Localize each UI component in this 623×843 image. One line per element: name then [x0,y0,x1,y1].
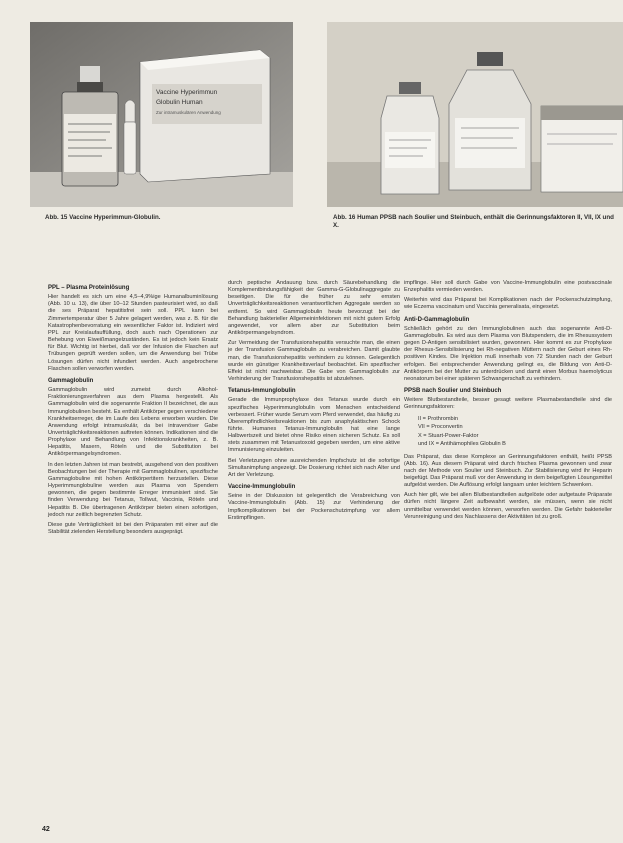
paragraph: Schließlich gehört zu den Immunglobulinen auch das sogenannte Anti-D-Gammaglobulin. Es wird aus dem Plasma von Blutspendern, die im Rhesussystem gegen D-Antigen sensibilisiert wurden, gewonnen. Hier kommt es zur Prophylaxe der Rhesus-Sensibilisierung bei Rh-negativen Müttern nach der Geburt eines Rh-positiven Kindes. Die Injektion muß innerhalb von 72 Stunden nach der Geburt erfolgen. Bei entsprechender Anwendung gelingt es, die Bildung von Anti-D-Antikörpern bei der Mutter zu unterdrücken und damit einen Morbus haemolyticus neonatorum bei einer späteren Schwangerschaft zu verhindern. [404,325,612,382]
factor-item: und IX = Antihämophiles Globulin B [418,441,506,447]
paragraph: Auch hier gilt, wie bei allen Blutbestandteilen aufgelöste oder aufgetaute Präparate dürfen nicht längere Zeit aufbewahrt werden, sie müssen, wenn sie nicht unmittelbar verwendet werden können, verworfen werden. Die Gefahr bakterieller Verunreinigung und des Nachlassens der Aktivitäten ist zu groß. [404,492,612,520]
box-label-3: Zur intramuskulären Anwendung [156,110,221,115]
caption-left: Abb. 15 Vaccine Hyperimmun-Globulin. [45,214,161,221]
vaccine-photo [30,22,293,207]
paragraph: Bei Verletzungen ohne ausreichenden Impfschutz ist die sofortige Simultanimpfung angezeigt. Die Dosierung richtet sich nach Alter und Art der Verletzung. [228,457,400,478]
paragraph: Gerade die Immunprophylaxe des Tetanus wurde durch ein spezifisches Hyperimmunglobulin vom Menschen entscheidend verbessert. Früher wurde Serum vom Pferd verwendet, das häufig zu Überempfindlichkeitsreaktionen bis zum anaphylaktischen Schock führte. Humanes Tetanus-Immunglobulin hat eine lange Halbwertszeit und bietet ohne Risiko einen sicheren Schutz. Es soll stets zusammen mit Tetanustoxoid gegeben werden, um eine aktive Immunisierung einzuleiten. [228,397,400,454]
caption-right: Abb. 16 Human PPSB nach Soulier und Steinbuch, enthält die Gerinnungsfaktoren II, VII, IX und X. [333,214,614,229]
ppsb-illustration [327,22,623,207]
paragraph: In den letzten Jahren ist man bestrebt, ausgehend von den positiven Beobachtungen bei der Therapie mit Gammaglobulinen, spezifische Gammaglobuline mit hohen Antikörpertitern herzustellen. Diese Hyperimmunglobuline werden aus Plasma von Spendern gewonnen, die gegen bestimmte Erreger immunisiert sind. Sie finden Verwendung bei Tetanus, Tollwut, Vaccinia, Röteln und Hepatitis B. Die übertragenen Antikörper bieten einen sofortigen, jedoch nur zeitlich begrenzten Schutz. [48,461,218,518]
paragraph: durch peptische Andauung bzw. durch Säurebehandlung die Komplementbindungsfähigkeit der Gamma-G-Globulinaggregate zu beseitigen. Die für die früher zu sehr ernsten Unverträglichkeitsreaktionen verantwortlichen Aggregate werden so entfernt. So wird Gammaglobulin heute bevorzugt bei der Behandlung bakterieller Allgemeininfektionen mit nicht gutem Erfolg angewendet, vor allem aber zur Substitution beim Antikörpermangelsyndrom. [228,280,400,337]
factor-list [418,415,612,449]
page-number: 42 [42,826,50,833]
paragraph: Seine in der Diskussion ist gelegentlich die Verabreichung von Vaccine-Immunglobulin (Abb. 15) zur Verhinderung der Impfkomplikationen bei der Pockenschutzimpfung vor allem Erstimpflingen. [228,493,400,521]
box-label-2: Globulin Human [156,99,203,106]
paragraph: Weitere Blutbestandteile, besser gesagt weitere Plasmabestandteile sind die Gerinnungsfaktoren: [404,397,612,411]
paragraph: Hier handelt es sich um eine 4,5–4,9%ige Humanalbuminlösung (Abb. 10 u. 13), die über 10–12 Stunden pasteurisiert wird, so daß die ses Präparat hepatitisfrei sein soll. PPL kann bei Zimmertemperatur über 5 Jahre gelagert werden, was z. B. für die Katastrophenbevorratung ein wesentlicher Faktor ist. Indiziert wird PPL zur Kreislaufauffüllung, doch auch nach Operationen zur Behebung von Eiweißmangelzuständen. Es ist jedoch kein Ersatz für Blut. Wichtig ist hierbei, daß vor der Infusion die Flaschen auf Trübungen geprüft werden sollen, um die Anwendung bei Trübe Lösungen dürfen nicht infundiert werden. Auch angebrochene Flaschen sollen verworfen werden. [48,294,218,372]
paragraph: Diese gute Verträglichkeit ist bei den Präparaten mit einer auf die Stabilität zielenden Herstellung besonders ausgeprägt. [48,521,218,535]
paragraph: Gammaglobulin wird zumeist durch Alkohol-Fraktionierungsverfahren aus dem Plasma hergestellt. Als Gammaglobulin wird die sogenannte Fraktion II bezeichnet, die aus Immunglobulinen besteht. Es enthält Antikörper gegen verschiedene Krankheitserreger, die im Laufe des Lebens erworben wurden. Die Anwendung erfolgt intramuskulär, da bei intravenöser Gabe Unverträglichkeitsreaktionen auftreten können. Indikationen sind die Prophylaxe und Behandlung von Infektionskrankheiten, z. B. Hepatitis, Masern, Röteln und die Substitution bei Antikörpermangelsyndromen. [48,387,218,458]
heading-ppsb: PPSB nach Soulier und Steinbuch [404,388,502,395]
heading-gammaglobulin: Gammaglobulin [48,377,94,384]
text-column-1 [48,280,218,539]
heading-tetanus: Tetanus-Immunglobulin [228,388,296,395]
factor-item: X = Stuart-Power-Faktor [418,432,479,439]
text-column-2 [228,280,400,525]
factor-item: II = Prothrombin [418,415,458,422]
text-column-3 [404,280,612,524]
factor-item: VII = Proconvertin [418,424,463,430]
paragraph: Das Präparat, das diese Komplexe an Gerinnungsfaktoren enthält, heißt PPSB (Abb. 16). Aus diesem Präparat wird durch frisches Plasma gewonnen und zwar nach der Methode von Soulier und Steinbuch. Zur Stabilisierung wird ihr Heparin beigefügt. Das Präparat muß vor der Anwendung in dem beigefügten Lösungsmittel aufgelöst werden. Die Auflösung erfolgt langsam unter leichtem Schwenken. [404,453,612,489]
heading-anti-d: Anti-D-Gammaglobulin [404,316,470,323]
paragraph: impflinge. Hier soll durch Gabe von Vaccine-Immunglobulin eine postvaccinale Enzephalitis vermieden werden. [404,280,612,294]
heading-ppl: PPL – Plasma Proteinlösung [48,285,130,291]
paragraph: Weiterhin wird das Präparat bei Komplikationen nach der Pockenschutzimpfung, wie Eczema vaccinatum und Vaccinia generalisata, eingesetzt. [404,297,612,311]
ppsb-photo [327,22,623,207]
vaccine-illustration [30,22,293,207]
paragraph: Zur Vermeidung der Transfusionshepatitis versuchte man, die einen je der Transfusion Gammaglobulin zu verabreichen. Damit glaubte man, die Transfusionshepatitis verhindern zu können. Gelegentlich wurde ein günstiger Krankheitsverlauf beobachtet. Ein spezifischer Effekt ist nicht nachweisbar. Die Gabe von Gammaglobulin zur Verhinderung der Transfusionshepatitis ist abzulehnen. [228,340,400,383]
box-label-1: Vaccine Hyperimmun [156,89,218,96]
heading-vaccine: Vaccine-Immunglobulin [228,484,296,491]
